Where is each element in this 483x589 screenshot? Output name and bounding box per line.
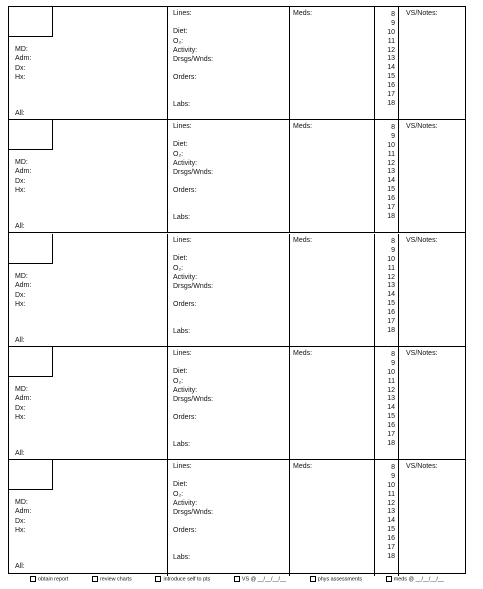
labs-label: Labs:: [173, 441, 191, 448]
orders-label: Orders:: [173, 527, 197, 534]
patient-row: [9, 120, 465, 233]
hour-label: 10: [387, 368, 395, 376]
hour-label: 17: [387, 318, 395, 326]
orders-label: Orders:: [173, 414, 197, 421]
footer-item-label: meds @ __/__/__/__: [393, 576, 444, 583]
hour-label: 11: [387, 37, 395, 45]
footer-item-label: introduce self to pts: [163, 576, 211, 583]
vs-notes-label: VS/Notes:: [406, 10, 438, 17]
md-label: MD:: [15, 273, 28, 280]
lines-label: Lines:: [173, 350, 192, 357]
checkbox-icon[interactable]: [155, 576, 161, 582]
all-label: All:: [15, 563, 25, 570]
hour-label: 14: [387, 404, 395, 412]
hour-label: 17: [387, 204, 395, 212]
patient-info-column: [9, 460, 168, 576]
hour-label: 11: [387, 264, 395, 272]
hour-label: 17: [387, 91, 395, 99]
patient-info-column: [9, 120, 168, 232]
care-column: [168, 347, 290, 459]
vs-notes-label: VS/Notes:: [406, 123, 438, 130]
hour-label: 12: [387, 386, 395, 394]
care-column: [168, 7, 290, 119]
drsgs-label: Drsgs/Wnds:: [173, 56, 214, 63]
hour-label: 15: [387, 300, 395, 308]
hour-label: 15: [387, 186, 395, 194]
hx-label: Hx:: [15, 301, 26, 308]
hour-label: 10: [387, 255, 395, 263]
md-label: MD:: [15, 46, 28, 53]
footer-checklist-item[interactable]: [234, 576, 286, 586]
hour-label: 9: [391, 359, 395, 367]
hour-label: 16: [387, 422, 395, 430]
patient-info-column: [9, 7, 168, 119]
adm-label: Adm:: [15, 55, 32, 62]
drsgs-label: Drsgs/Wnds:: [173, 509, 214, 516]
hx-label: Hx:: [15, 414, 26, 421]
hour-label: 14: [387, 177, 395, 185]
checkbox-icon[interactable]: [92, 576, 98, 582]
checkbox-icon[interactable]: [30, 576, 36, 582]
drsgs-label: Drsgs/Wnds:: [173, 396, 214, 403]
activity-label: Activity:: [173, 47, 198, 54]
hour-label: 9: [391, 19, 395, 27]
care-column: [168, 234, 290, 346]
hour-label: 11: [387, 150, 395, 158]
footer-item-label: phys assessments: [317, 576, 363, 583]
hour-label: 14: [387, 517, 395, 525]
patient-name-box[interactable]: [9, 120, 53, 150]
hour-label: 15: [387, 526, 395, 534]
drsgs-label: Drsgs/Wnds:: [173, 169, 214, 176]
orders-label: Orders:: [173, 301, 197, 308]
hours-column: [374, 120, 399, 232]
meds-label: Meds:: [293, 10, 313, 17]
hx-label: Hx:: [15, 187, 26, 194]
hour-label: 9: [391, 132, 395, 140]
diet-label: Diet:: [173, 28, 188, 35]
labs-label: Labs:: [173, 214, 191, 221]
vs-notes-label: VS/Notes:: [406, 237, 438, 244]
md-label: MD:: [15, 159, 28, 166]
hour-label: 18: [387, 439, 395, 447]
footer-checklist-item[interactable]: [30, 576, 68, 586]
hour-label: 13: [387, 508, 395, 516]
vs-notes-label: VS/Notes:: [406, 463, 438, 470]
hour-list: [387, 238, 395, 336]
orders-label: Orders:: [173, 74, 197, 81]
care-column: [168, 460, 290, 576]
hour-label: 8: [391, 238, 395, 245]
hx-label: Hx:: [15, 527, 26, 534]
lines-label: Lines:: [173, 10, 192, 17]
footer-checklist-item[interactable]: [92, 576, 132, 586]
dx-label: Dx:: [15, 405, 26, 412]
meds-label: Meds:: [293, 237, 313, 244]
activity-label: Activity:: [173, 500, 198, 507]
patient-name-box[interactable]: [9, 234, 53, 264]
diet-label: Diet:: [173, 141, 188, 148]
hour-label: 16: [387, 535, 395, 543]
hour-label: 12: [387, 273, 395, 281]
hour-label: 14: [387, 291, 395, 299]
meds-column: [290, 460, 374, 576]
vs-notes-column: [399, 347, 465, 459]
o2-label: O₂:: [173, 151, 184, 158]
meds-label: Meds:: [293, 123, 313, 130]
hour-label: 8: [391, 464, 395, 471]
drsgs-label: Drsgs/Wnds:: [173, 283, 214, 290]
orders-label: Orders:: [173, 187, 197, 194]
all-label: All:: [15, 450, 25, 457]
footer-item-label: review charts: [99, 576, 132, 583]
meds-column: [290, 7, 374, 119]
all-label: All:: [15, 110, 25, 117]
meds-column: [290, 120, 374, 232]
md-label: MD:: [15, 499, 28, 506]
care-column: [168, 120, 290, 232]
hour-label: 10: [387, 141, 395, 149]
hour-label: 12: [387, 46, 395, 54]
hour-label: 16: [387, 82, 395, 90]
hour-label: 15: [387, 413, 395, 421]
hours-column: [374, 234, 399, 346]
hour-label: 10: [387, 28, 395, 36]
vs-notes-label: VS/Notes:: [406, 350, 438, 357]
meds-label: Meds:: [293, 463, 313, 470]
hour-label: 15: [387, 73, 395, 81]
hour-list: [387, 351, 395, 449]
hour-label: 13: [387, 282, 395, 290]
patient-row: [9, 234, 465, 347]
footer-checklist: [8, 576, 466, 586]
o2-label: O₂:: [173, 265, 184, 272]
hours-column: [374, 347, 399, 459]
patient-worksheet: [8, 6, 466, 574]
hour-list: [387, 11, 395, 109]
o2-label: O₂:: [173, 378, 184, 385]
activity-label: Activity:: [173, 160, 198, 167]
vs-notes-column: [399, 460, 465, 576]
patient-row: [9, 347, 465, 460]
hour-label: 13: [387, 55, 395, 63]
checkbox-icon[interactable]: [234, 576, 240, 582]
lines-label: Lines:: [173, 237, 192, 244]
hour-label: 11: [387, 490, 395, 498]
footer-checklist-item[interactable]: [386, 576, 444, 586]
checkbox-icon[interactable]: [310, 576, 316, 582]
hour-label: 18: [387, 552, 395, 560]
footer-checklist-item[interactable]: [310, 576, 362, 586]
hour-label: 8: [391, 124, 395, 131]
patient-info-column: [9, 234, 168, 346]
all-label: All:: [15, 223, 25, 230]
hour-label: 18: [387, 326, 395, 334]
footer-checklist-item[interactable]: [155, 576, 210, 586]
md-label: MD:: [15, 386, 28, 393]
patient-name-box[interactable]: [9, 460, 53, 490]
hour-label: 16: [387, 195, 395, 203]
vs-notes-column: [399, 120, 465, 232]
hour-label: 12: [387, 499, 395, 507]
adm-label: Adm:: [15, 395, 32, 402]
labs-label: Labs:: [173, 328, 191, 335]
hours-column: [374, 7, 399, 119]
adm-label: Adm:: [15, 508, 32, 515]
dx-label: Dx:: [15, 65, 26, 72]
hour-label: 17: [387, 431, 395, 439]
activity-label: Activity:: [173, 387, 198, 394]
adm-label: Adm:: [15, 168, 32, 175]
diet-label: Diet:: [173, 481, 188, 488]
o2-label: O₂:: [173, 38, 184, 45]
hour-label: 18: [387, 212, 395, 220]
lines-label: Lines:: [173, 123, 192, 130]
dx-label: Dx:: [15, 518, 26, 525]
patient-name-box[interactable]: [9, 347, 53, 377]
dx-label: Dx:: [15, 292, 26, 299]
hour-label: 18: [387, 99, 395, 107]
hour-label: 11: [387, 377, 395, 385]
activity-label: Activity:: [173, 274, 198, 281]
hour-label: 16: [387, 309, 395, 317]
hour-label: 8: [391, 351, 395, 358]
diet-label: Diet:: [173, 255, 188, 262]
hour-list: [387, 464, 395, 562]
hour-label: 9: [391, 472, 395, 480]
hour-label: 9: [391, 246, 395, 254]
hour-list: [387, 124, 395, 222]
all-label: All:: [15, 337, 25, 344]
hour-label: 13: [387, 395, 395, 403]
lines-label: Lines:: [173, 463, 192, 470]
o2-label: O₂:: [173, 491, 184, 498]
hour-label: 17: [387, 544, 395, 552]
vs-notes-column: [399, 7, 465, 119]
patient-name-box[interactable]: [9, 7, 53, 37]
hx-label: Hx:: [15, 74, 26, 81]
adm-label: Adm:: [15, 282, 32, 289]
meds-label: Meds:: [293, 350, 313, 357]
hour-label: 10: [387, 481, 395, 489]
patient-row: [9, 460, 465, 576]
labs-label: Labs:: [173, 101, 191, 108]
checkbox-icon[interactable]: [386, 576, 392, 582]
hour-label: 14: [387, 64, 395, 72]
hour-label: 13: [387, 168, 395, 176]
meds-column: [290, 347, 374, 459]
dx-label: Dx:: [15, 178, 26, 185]
patient-row: [9, 7, 465, 120]
diet-label: Diet:: [173, 368, 188, 375]
footer-item-label: obtain report: [38, 576, 69, 583]
hour-label: 8: [391, 11, 395, 18]
patient-info-column: [9, 347, 168, 459]
hour-label: 12: [387, 159, 395, 167]
labs-label: Labs:: [173, 554, 191, 561]
vs-notes-column: [399, 234, 465, 346]
footer-item-label: VS @ __/__/__/__: [241, 576, 287, 583]
hours-column: [374, 460, 399, 576]
meds-column: [290, 234, 374, 346]
